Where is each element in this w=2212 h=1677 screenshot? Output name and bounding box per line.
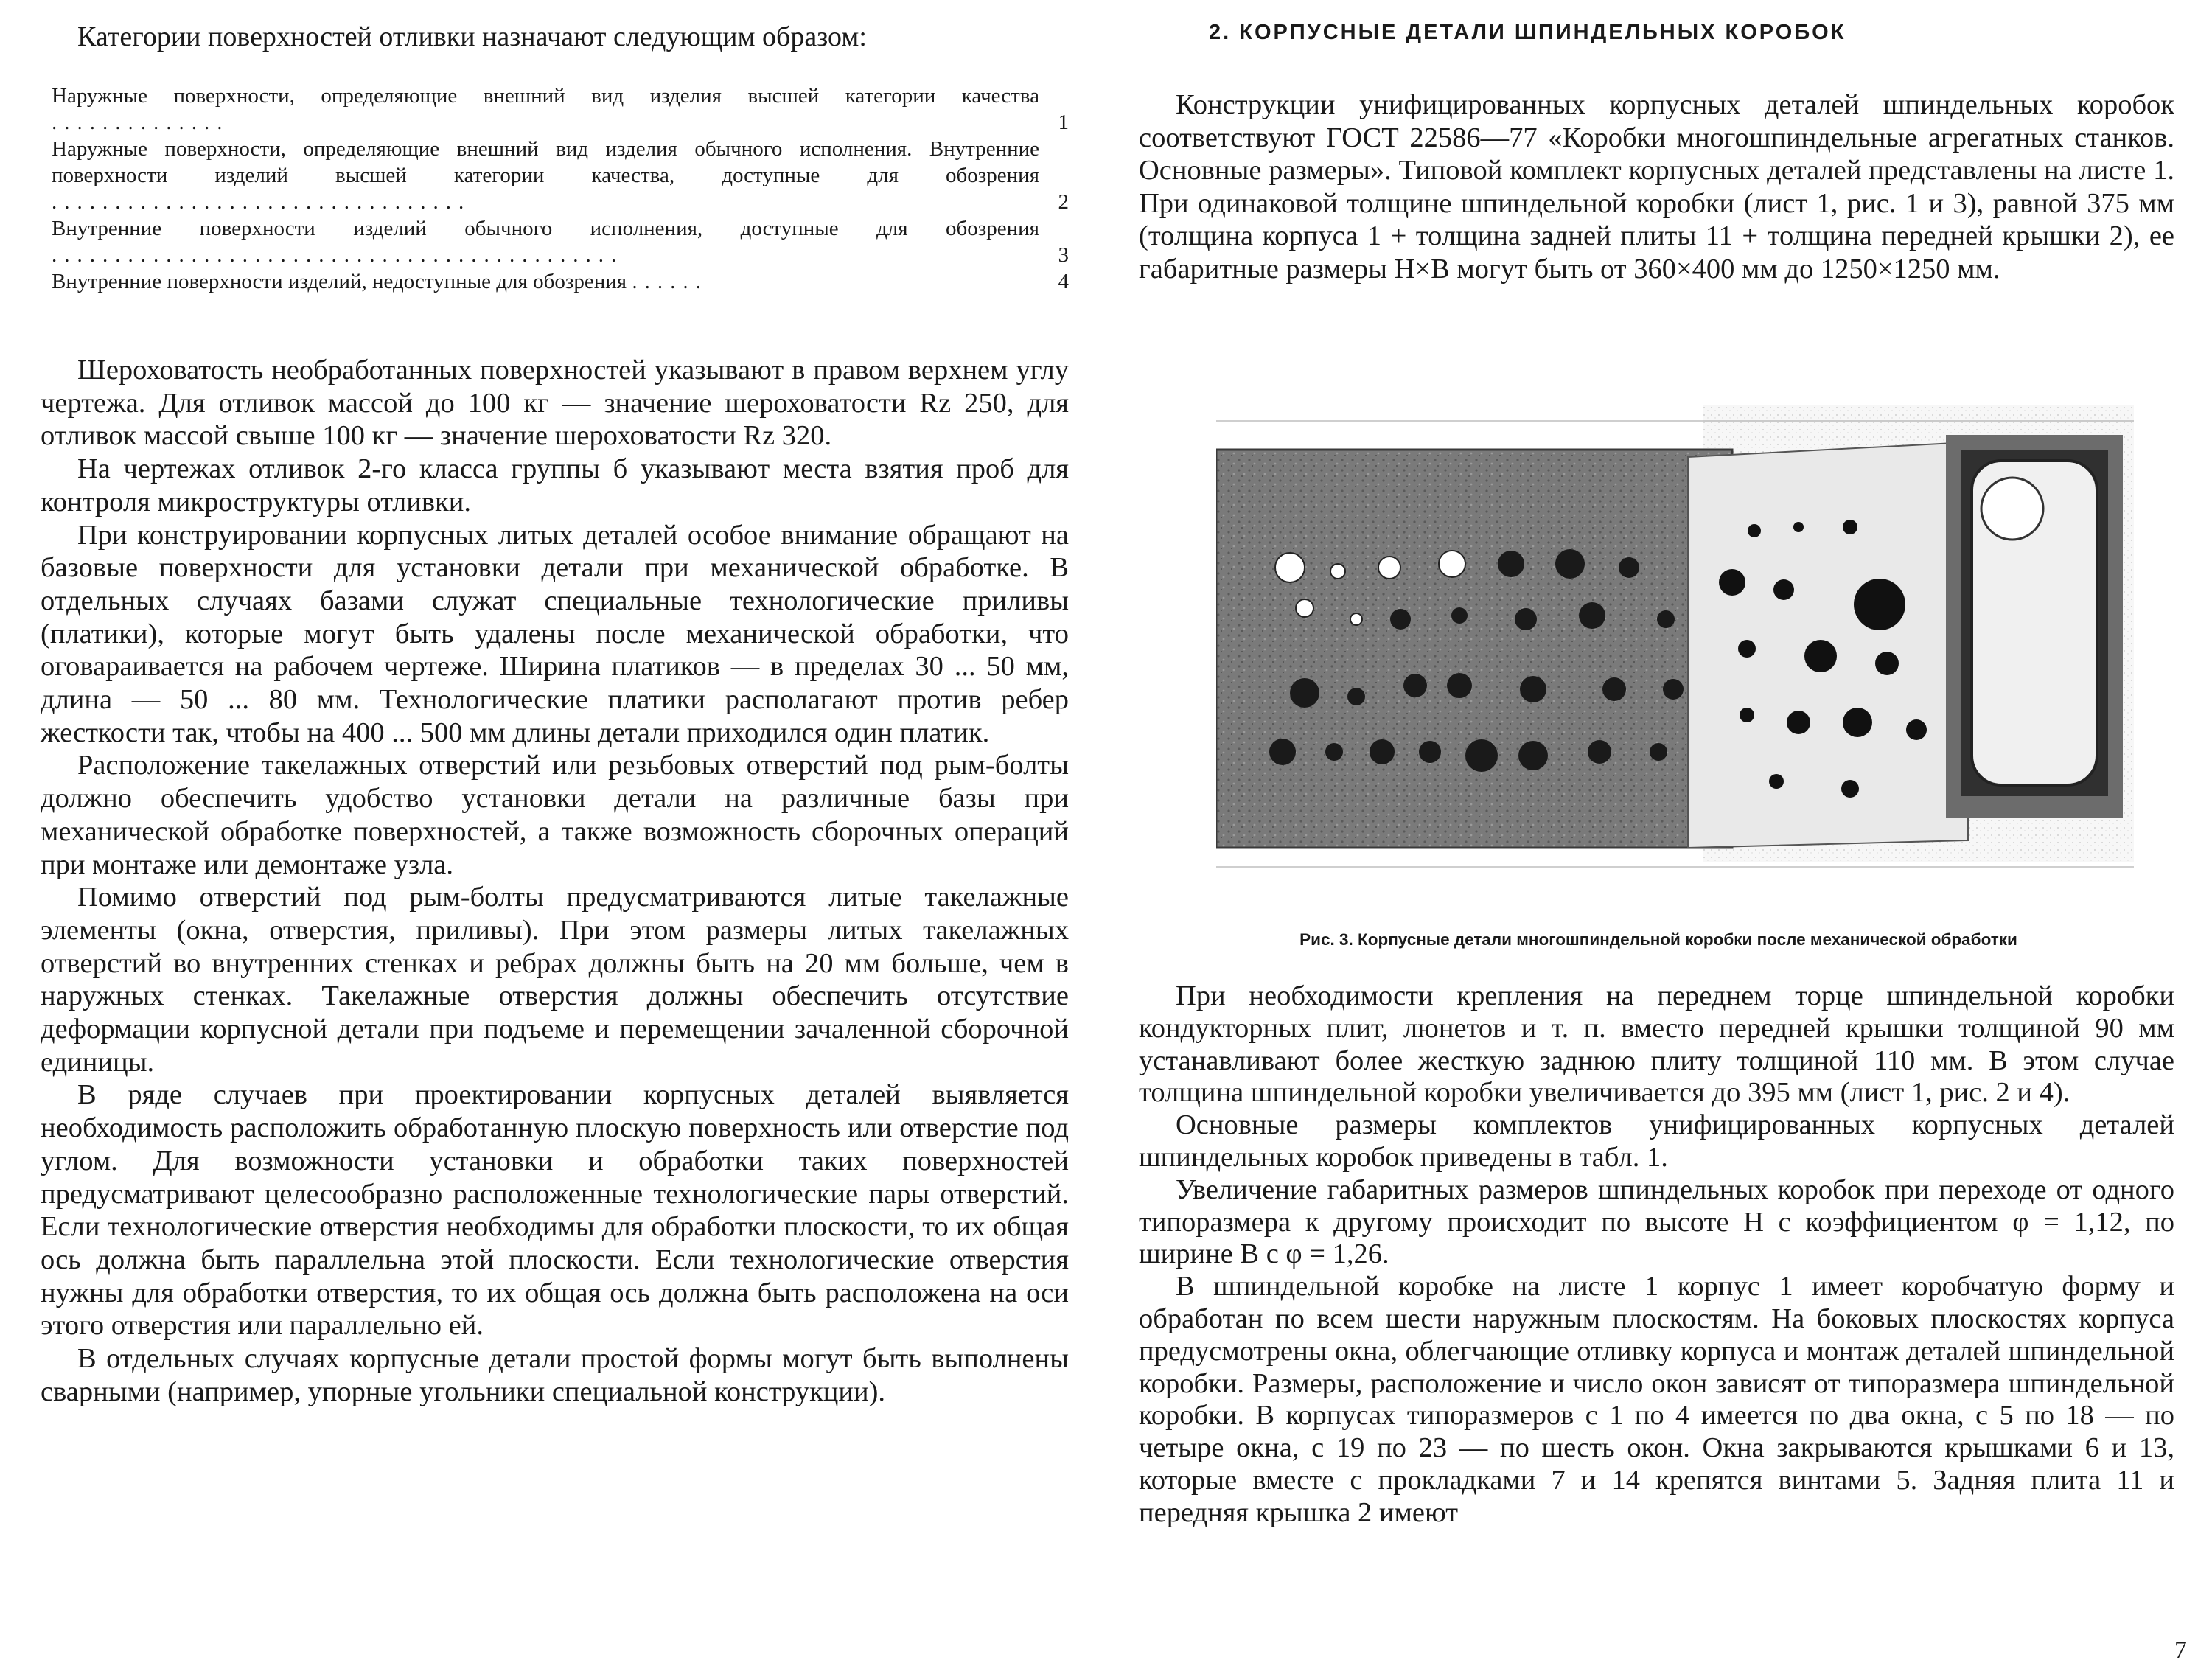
page-number: 7 [2174,1636,2187,1664]
paragraph-size-increase: Увеличение габаритных размеров шпиндельных коробок при переходе от одного типоразмера к другому происходит по высоте H с коэффициентом φ = 1,12, по ширине B с φ = 1,26. [1139,1174,2174,1270]
category-number: 4 [1058,270,1069,293]
figure-caption: Рис. 3. Корпусные детали многошпиндельной коробки после механической обработки [1299,930,2017,949]
paragraph-main-sizes: Основные размеры комплектов унифицированных корпусных деталей шпиндельных коробок приведены в табл. 1. [1139,1109,2174,1173]
paragraph-samples: На чертежах отливок 2-го класса группы б указывают места взятия проб для контроля микроструктуры отливки. [41,453,1069,517]
category-number: 2 [1058,190,1069,214]
right-body-text-bottom [1139,980,2174,1530]
intro-line: Категории поверхностей отливки назначают следующим образом: [77,21,867,52]
paragraph-cast-elements: Помимо отверстий под рым-болты предусматриваются литые такелажные элементы (окна, отверстия, приливы). При этом размеры литых такелажных отверстий во внутренних стенках и ребрах должны быть на 20 мм больше, чем в наружных стенках. Такелажные отверстия должны обеспечить отсутствие деформации корпусной детали при подъеме и перемещении зачаленной сборочной единицы. [41,882,1069,1078]
paragraph-roughness: Шероховатость необработанных поверхностей указывают в правом верхнем углу чертежа. Для отливок массой до 100 кг — значение шероховатости Rz 250, для отливок массой свыше 100 кг — значение шероховатости Rz 320. [41,355,1069,452]
paragraph-housing-windows: В шпиндельной коробке на листе 1 корпус 1 имеет коробчатую форму и обработан по всем шести наружным плоскостям. На боковых плоскостях корпуса предусмотрены окна, облегчающие отливку корпуса и монтаж деталей шпиндельной коробки. Размеры, расположение и число окон зависят от типоразмера шпиндельной коробки. В корпусах типоразмеров с 1 по 4 имеется по два окна, с 5 по 18 — по четыре окна, с 19 по 23 — по шесть окон. Окна закрываются крышками 6 и 13, которые вместе с прокладками 7 и 14 крепятся винтами 5. Задняя плита 11 и передняя крышка 2 имеют [1139,1271,2174,1528]
paragraph-fastening: При необходимости крепления на переднем торце шпиндельной коробки кондукторных плит, люнетов и т. п. вместо передней крышки толщиной 90 мм устанавливают более жесткую заднюю плиту толщиной 110 мм. В этом случае толщина шпиндельной коробки увеличивается до 395 мм (лист 1, рис. 2 и 4). [1139,980,2174,1109]
surface-category-list [52,83,1069,295]
right-body-text-top [1139,88,2174,285]
list-item: Внутренние поверхности изделий обычного исполнения, доступные для обозрения ............................................. 3 [52,217,1069,267]
list-item-text: Наружные поверхности, определяющие внешний вид изделия высшей категории качества [52,84,1039,108]
list-item-text: Внутренние поверхности изделий обычного исполнения, доступные для обозрения [52,217,1039,240]
paragraph-rigging-holes: Расположение такелажных отверстий или резьбовых отверстий под рым-болты должно обеспечить удобство установки детали на различные базы при механической обработке поверхностей, а также возможность сборочных операций при монтаже или демонтаже узла. [41,750,1069,880]
spindle-box-photo [1216,405,2134,885]
paragraph-base-surfaces: При конструировании корпусных литых деталей особое внимание обращают на базовые поверхности для установки детали при механической обработке. В отдельных случаях базами служат специальные технологические приливы (платики), которые могут быть удалены после механической обработки, что оговараивается на рабочем чертеже. Ширина платиков — в пределах 30 ... 50 мм, длина — 50 ... 80 мм. Технологические платики располагают против ребер жесткости так, чтобы на 400 ... 500 мм длины детали приходился один платик. [41,519,1069,748]
list-item: Внутренние поверхности изделий, недоступные для обозрения ...... 4 [52,270,1069,293]
paragraph-gost: Конструкции унифицированных корпусных деталей шпиндельных коробок соответствуют ГОСТ 22586—77 «Коробки многошпиндельные агрегатных станков. Основные размеры». Типовой комплект корпусных деталей представлены на листе 1. При одинаковой толщине шпиндельной коробки (лист 1, рис. 1 и 3), равной 375 мм (толщина корпуса 1 + толщина задней плиты 11 + толщина передней крышки 2), ее габаритные размеры H×B могут быть от 360×400 мм до 1250×1250 мм. [1139,89,2174,285]
left-body-text [41,354,1069,1409]
list-item-text: Внутренние поверхности изделий, недоступные для обозрения [52,270,627,293]
list-item-text: Наружные поверхности, определяющие внешний вид изделия обычного исполнения. Внутренние поверхности изделий высшей категории качества, доступные для обозрения [52,137,1039,187]
category-number: 3 [1058,243,1069,267]
paragraph-technological-holes: В ряде случаев при проектировании корпусных деталей выявляется необходимость расположить обработанную плоскую поверхность или отверстие под углом. Для возможности установки и обработки таких поверхностей предусматривают целесообразно расположенные технологические пары отверстий. Если технологические отверстия необходимы для обработки плоскости, то их общая ось должна быть параллельна этой плоскости. Если технологические отверстия нужны для обработки отверстия, то их общая ось должна быть расположена на оси этого отверстия или параллельно ей. [41,1079,1069,1342]
list-item: Наружные поверхности, определяющие внешний вид изделия обычного исполнения. Внутренние поверхности изделий высшей категории качества, доступные для обозрения ................................. 2 [52,137,1069,214]
spindle-box-housing-image [1216,405,2134,885]
paragraph-welded-parts: В отдельных случаях корпусные детали простой формы могут быть выполнены сварными (например, упорные угольники специальной конструкции). [41,1343,1069,1407]
list-item: Наружные поверхности, определяющие внешний вид изделия высшей категории качества .............. 1 [52,84,1069,134]
section-heading: 2. КОРПУСНЫЕ ДЕТАЛИ ШПИНДЕЛЬНЫХ КОРОБОК [1209,21,1846,44]
category-number: 1 [1058,111,1069,134]
